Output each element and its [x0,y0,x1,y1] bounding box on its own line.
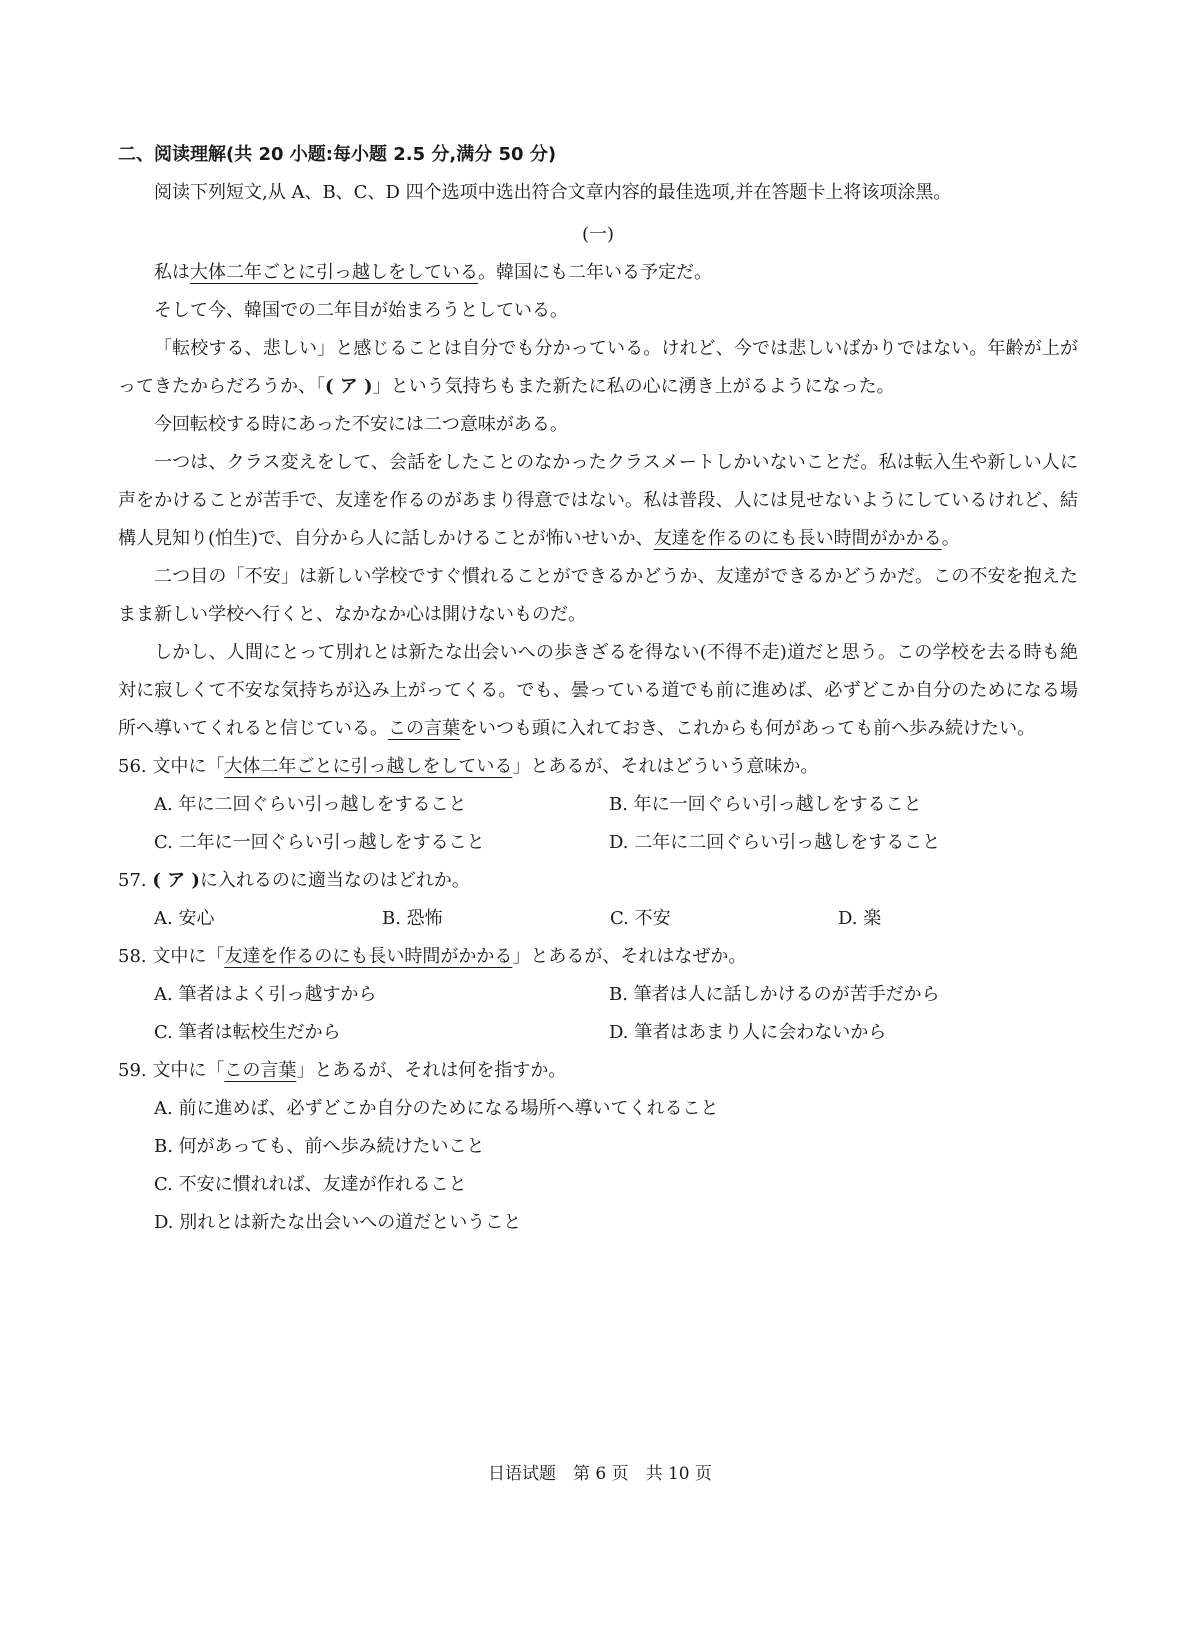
option-a[interactable]: A. 年に二回ぐらい引っ越しをすること [154,794,467,815]
passage-paragraph-5 [118,444,1078,558]
option-d[interactable]: D. 二年に二回ぐらい引っ越しをすること [609,832,941,853]
question-58-options-row-1 [118,976,1078,1014]
question-text: 56. 文中に「 [118,756,225,777]
passage-paragraph-2: そして今、韓国での二年目が始まろうとしている。 [154,300,568,321]
section-instruction: 阅读下列短文,从 A、B、C、D 四个选项中选出符合文章内容的最佳选项,并在答题卡上将该项涂黑。 [154,182,952,203]
question-underlined: 友達を作るのにも長い時間がかかる [224,946,513,967]
section-title: 二、阅读理解(共 20 小题:每小题 2.5 分,满分 50 分) [118,144,557,165]
option-b[interactable]: B. 何があっても、前へ歩み続けたいこと [154,1136,485,1157]
option-b[interactable]: B. 恐怖 [382,908,443,929]
question-text: に入れるのに適当なのはどれか。 [199,870,470,891]
question-58-options-row-2 [118,1014,1078,1052]
blank-a: ( ア ) [325,376,373,397]
question-56-options-row-2 [118,824,1078,862]
para-text: 。韓国にも二年いる予定だ。 [478,262,712,283]
question-58 [118,938,1078,976]
underlined-phrase-3: この言葉 [388,718,460,739]
page-footer: 日语试题 第 6 页 共 10 页 [487,1464,713,1484]
option-c[interactable]: C. 不安に慣れれば、友達が作れること [154,1174,467,1195]
option-b[interactable]: B. 年に一回ぐらい引っ越しをすること [609,794,922,815]
option-c[interactable]: C. 二年に一回ぐらい引っ越しをすること [154,832,485,853]
underlined-phrase-1: 大体二年ごとに引っ越しをしている [190,262,478,283]
option-d[interactable]: D. 楽 [838,908,882,929]
option-a[interactable]: A. 前に進めば、必ずどこか自分のためになる場所へ導いてくれること [154,1098,719,1119]
passage-paragraph-4: 今回転校する時にあった不安には二つ意味がある。 [154,414,568,435]
option-d[interactable]: D. 別れとは新たな出会いへの道だということ [154,1212,522,1233]
question-text: 」とあるが、それはなぜか。 [512,946,747,967]
question-text: 58. 文中に「 [118,946,225,967]
question-text: 57. [118,870,153,891]
para-text: 。 [941,528,960,549]
option-a[interactable]: A. 安心 [154,908,215,929]
passage-paragraph-7 [118,634,1078,748]
question-59 [118,1052,1078,1090]
question-text: 」とあるが、それはどういう意味か。 [512,756,819,777]
option-c[interactable]: C. 不安 [610,908,671,929]
option-c[interactable]: C. 筆者は転校生だから [154,1022,341,1043]
question-57 [118,862,1078,900]
question-56-options-row-1 [118,786,1078,824]
question-underlined: この言葉 [224,1060,297,1081]
passage-paragraph-1 [118,254,1078,292]
passage-paragraph-3 [118,330,1078,406]
question-text: 」とあるが、それは何を指すか。 [296,1060,567,1081]
option-a[interactable]: A. 筆者はよく引っ越すから [154,984,377,1005]
blank-a: ( ア ) [152,870,200,891]
para-text: しかし、人間にとって別れとは新たな出会いへの歩きざるを得ない(不得不走)道だと思う。この学校を去る時も絶対に寂しくて不安な気持ちが込み上がってくる。でも、曇っている道でも前に進めば、必ずどこか自分のためになる場所へ導いてくれると信じている。 [118,642,1078,739]
exam-page [118,140,1078,1242]
underlined-phrase-2: 友達を作るのにも長い時間がかかる [653,528,942,549]
option-d[interactable]: D. 筆者はあまり人に会わないから [609,1022,887,1043]
question-56 [118,748,1078,786]
question-57-options-row [118,900,1078,938]
para-text: 「転校する、悲しい」と感じることは自分でも分かっている。けれど、今では悲しいばかりではない。年齢が上がってきたからだろうか、「 [118,338,1078,397]
passage-heading: (一) [581,224,615,245]
para-text: をいつも頭に入れておき、これからも何があっても前へ歩み続けたい。 [460,718,1036,739]
para-text: 」という気持ちもまた新たに私の心に湧き上がるようになった。 [372,376,895,397]
passage-paragraph-6: 二つ目の「不安」は新しい学校ですぐ慣れることができるかどうか、友達ができるかどうかだ。この不安を抱えたまま新しい学校へ行くと、なかなか心は開けないものだ。 [118,566,1078,625]
question-underlined: 大体二年ごとに引っ越しをしている [224,756,513,777]
option-b[interactable]: B. 筆者は人に話しかけるのが苦手だから [609,984,940,1005]
question-text: 59. 文中に「 [118,1060,225,1081]
para-text: 一つは、クラス変えをして、会話をしたことのなかったクラスメートしかいないことだ。私は転入生や新しい人に声をかけることが苦手で、友達を作るのがあまり得意ではない。私は普段、人には見せないようにしているけれど、結構人見知り(怕生)で、自分から人に話しかけることが怖いせいか、 [118,452,1078,549]
para-text: 私は [154,262,190,283]
